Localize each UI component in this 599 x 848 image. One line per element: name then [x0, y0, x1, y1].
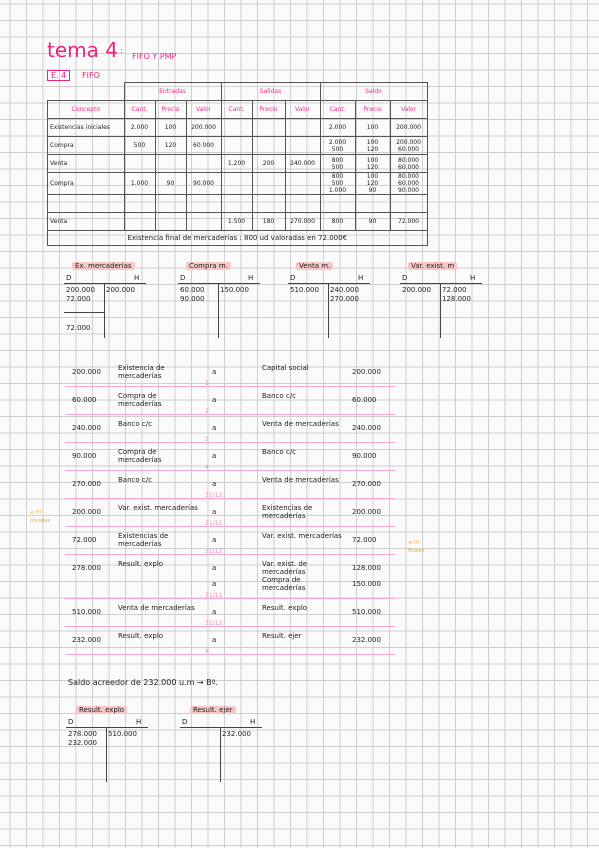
journal-debit-account: Var. exist. mercaderías — [118, 504, 198, 512]
col-header: Cant. — [124, 101, 155, 119]
t-account-d: D — [68, 718, 74, 726]
section-box: E. 4 — [47, 70, 70, 81]
table-cell: Venta — [48, 155, 125, 173]
t-account-title: Var. exist. m — [408, 262, 457, 270]
journal-debit-amount: 240.000 — [72, 424, 101, 432]
table-cell — [285, 173, 320, 195]
table-cell — [48, 195, 125, 213]
table-row — [48, 173, 428, 195]
t-debit-value: 90.000 — [180, 295, 205, 303]
table-cell: Compra — [48, 173, 125, 195]
table-cell: 90 — [355, 213, 390, 231]
journal-debit-account: Banco c/c — [118, 476, 152, 484]
journal-credit-account: Banco c/c — [262, 448, 296, 456]
t-debit-value: 60.000 — [180, 286, 205, 294]
col-header: Valor — [390, 101, 427, 119]
t-account-d: D — [182, 718, 188, 726]
table-cell: 180 — [252, 213, 285, 231]
t-account-title: Result. explo — [76, 706, 127, 714]
t-account-d: D — [180, 274, 186, 282]
group-header-salidas: Salidas — [221, 83, 320, 101]
table-row — [48, 195, 428, 213]
table-cell: 60.000 — [186, 137, 221, 155]
t-total: 72.000 — [66, 324, 91, 332]
journal-separator: 31/12 — [205, 520, 223, 527]
journal-credit-account: Venta de mercaderías — [262, 420, 339, 428]
t-account-title: Venta m. — [296, 262, 333, 270]
journal-debit-account: Venta de mercaderías — [118, 604, 195, 612]
table-cell: 80.000 60.000 90.000 — [390, 173, 427, 195]
iniciales-note: iniciales — [30, 518, 51, 524]
table-cell: 2.000 — [124, 119, 155, 137]
finales-note: finales — [408, 548, 425, 554]
t-credit-value: 72.000 — [442, 286, 467, 294]
table-cell — [252, 195, 285, 213]
journal-debit-account: Result. explo — [118, 560, 164, 568]
table-cell — [252, 119, 285, 137]
table-cell — [155, 195, 186, 213]
journal-credit-account: Venta de mercaderías — [262, 476, 339, 484]
table-cell: 80.000 60.000 — [390, 155, 427, 173]
journal-credit-amount: 150.000 — [352, 580, 381, 588]
t-account-d: D — [66, 274, 72, 282]
journal-a: a — [212, 536, 217, 544]
table-cell: 120 — [155, 137, 186, 155]
table-cell: Compra — [48, 137, 125, 155]
journal-separator: 31/12 — [205, 548, 223, 555]
journal-credit-amount: 200.000 — [352, 508, 381, 516]
journal-debit-account: Compra de mercaderías — [118, 392, 162, 408]
journal-separator: 31/12 — [205, 620, 223, 627]
journal-credit-amount: 60.000 — [352, 396, 377, 404]
table-cell — [221, 137, 252, 155]
group-header-saldo: Saldo — [320, 83, 427, 101]
table-cell: 2.000 — [320, 119, 355, 137]
table-cell — [124, 195, 155, 213]
page-subtitle: FIFO Y PMP — [132, 52, 177, 61]
t-debit-value: 278.000 — [68, 730, 97, 738]
journal-credit-amount: 128.000 — [352, 564, 381, 572]
t-credit-value: 270.000 — [330, 295, 359, 303]
journal-credit-account: Banco c/c — [262, 392, 296, 400]
table-cell — [186, 195, 221, 213]
journal-a: a — [212, 508, 217, 516]
t-debit-value: 72.000 — [66, 295, 91, 303]
journal-a: a — [212, 396, 217, 404]
saldo-note: Saldo acreedor de 232.000 u.m → Bº. — [68, 678, 218, 687]
journal-debit-amount: 510.000 — [72, 608, 101, 616]
t-account-h: H — [134, 274, 140, 282]
group-header-entradas: Entradas — [124, 83, 221, 101]
t-credit-value: 128.000 — [442, 295, 471, 303]
table-cell — [285, 137, 320, 155]
table-cell: 2.000 500 — [320, 137, 355, 155]
table-cell — [186, 155, 221, 173]
journal-a: a — [212, 480, 217, 488]
journal-separator: 4 — [205, 464, 209, 471]
journal-debit-amount: 90.000 — [72, 452, 97, 460]
table-cell: Venta — [48, 213, 125, 231]
t-credit-value: 200.000 — [106, 286, 135, 294]
journal-separator: X — [205, 648, 210, 655]
journal-debit-amount: 200.000 — [72, 508, 101, 516]
finales-arrow-icon: ⇛ !!! — [408, 540, 420, 546]
journal-debit-amount: 72.000 — [72, 536, 97, 544]
table-cell — [252, 173, 285, 195]
t-debit-value: 232.000 — [68, 739, 97, 747]
table-cell — [390, 195, 427, 213]
journal-debit-amount: 232.000 — [72, 636, 101, 644]
table-cell — [221, 173, 252, 195]
table-cell: 200 — [252, 155, 285, 173]
t-account-h: H — [136, 718, 142, 726]
t-account-h: H — [470, 274, 476, 282]
table-cell — [221, 195, 252, 213]
t-account-d: D — [290, 274, 296, 282]
table-cell — [285, 119, 320, 137]
journal-a: a — [212, 452, 217, 460]
table-cell — [186, 213, 221, 231]
journal-debit-account: Result. explo — [118, 632, 164, 640]
col-header: Cant. — [221, 101, 252, 119]
table-cell: 500 — [124, 137, 155, 155]
journal-debit-amount: 200.000 — [72, 368, 101, 376]
table-cell — [285, 195, 320, 213]
journal-separator: 3 — [205, 436, 209, 443]
journal-separator: 31/12 — [205, 592, 223, 599]
t-account-title: Result. ejer — [190, 706, 236, 714]
journal-a: a — [212, 636, 217, 644]
journal-credit-amount: 240.000 — [352, 424, 381, 432]
t-account-d: D — [402, 274, 408, 282]
journal-separator: 31/12 — [205, 492, 223, 499]
journal-a: a — [212, 424, 217, 432]
journal-debit-amount: 60.000 — [72, 396, 97, 404]
fifo-table — [47, 82, 428, 246]
table-cell — [355, 195, 390, 213]
journal-credit-account: Var. exist. mercaderías — [262, 532, 342, 540]
table-cell: 100 120 — [355, 137, 390, 155]
t-account-h: H — [358, 274, 364, 282]
section-label: FIFO — [82, 71, 100, 80]
journal-credit-account: Var. exist. de mercaderías — [262, 560, 308, 576]
journal-a: a — [212, 608, 217, 616]
table-cell: 100 120 90 — [355, 173, 390, 195]
table-cell: 1.200 — [221, 155, 252, 173]
journal-separator: 2 — [205, 408, 209, 415]
table-cell — [252, 137, 285, 155]
journal-credit-account: Compra de mercaderías — [262, 576, 306, 592]
table-cell: 240.000 — [285, 155, 320, 173]
col-header: Precio — [252, 101, 285, 119]
table-cell: 200.000 — [390, 119, 427, 137]
table-cell: 72.000 — [390, 213, 427, 231]
table-cell: 90 — [155, 173, 186, 195]
table-cell: 200.000 60.000 — [390, 137, 427, 155]
journal-credit-amount: 200.000 — [352, 368, 381, 376]
journal-credit-amount: 510.000 — [352, 608, 381, 616]
table-cell: 100 — [355, 119, 390, 137]
table-cell: 200.000 — [186, 119, 221, 137]
journal-credit-amount: 72.000 — [352, 536, 377, 544]
journal-a: a — [212, 564, 217, 572]
col-header: Precio — [155, 101, 186, 119]
table-cell: 800 — [320, 213, 355, 231]
journal-credit-account: Capital social — [262, 364, 309, 372]
table-cell: 90.000 — [186, 173, 221, 195]
t-account-title: Compra m. — [186, 262, 231, 270]
iniciales-arrow-icon: ⇚ !!! — [30, 510, 42, 516]
table-cell: 1.000 — [124, 173, 155, 195]
table-row — [48, 155, 428, 173]
journal-debit-account: Compra de mercaderías — [118, 448, 162, 464]
journal-credit-account: Existencias de mercaderías — [262, 504, 313, 520]
journal-credit-amount: 270.000 — [352, 480, 381, 488]
t-credit-value: 150.000 — [220, 286, 249, 294]
t-debit-value: 510.000 — [290, 286, 319, 294]
table-cell — [221, 119, 252, 137]
col-header: Concepto — [48, 101, 125, 119]
table-footer: Existencia final de mercaderías : 800 ud valoradas en 72.000€ — [48, 231, 428, 246]
table-cell: 100 120 — [355, 155, 390, 173]
table-cell — [155, 213, 186, 231]
t-credit-value: 510.000 — [108, 730, 137, 738]
table-cell — [124, 213, 155, 231]
col-header: Valor — [285, 101, 320, 119]
table-cell: 800 500 1.000 — [320, 173, 355, 195]
t-credit-value: 232.000 — [222, 730, 251, 738]
t-account-h: H — [250, 718, 256, 726]
journal-credit-account: Result. ejer — [262, 632, 302, 640]
col-header: Valor — [186, 101, 221, 119]
table-cell: Existencias iniciales — [48, 119, 125, 137]
t-debit-value: 200.000 — [402, 286, 431, 294]
journal-debit-account: Existencias de mercaderías — [118, 532, 169, 548]
table-row — [48, 137, 428, 155]
table-row — [48, 119, 428, 137]
journal-debit-account: Banco c/c — [118, 420, 152, 428]
journal-separator: 1 — [205, 380, 209, 387]
t-credit-value: 240.000 — [330, 286, 359, 294]
t-debit-value: 200.000 — [66, 286, 95, 294]
t-account-title: Ex. mercaderías — [72, 262, 135, 270]
journal-credit-amount: 90.000 — [352, 452, 377, 460]
journal-debit-account: Existencia de mercaderías — [118, 364, 165, 380]
journal-credit-account: Result. explo — [262, 604, 308, 612]
table-row — [48, 213, 428, 231]
table-cell — [124, 155, 155, 173]
col-header: Precio — [355, 101, 390, 119]
page-title: tema 4 — [47, 38, 118, 62]
table-cell: 270.000 — [285, 213, 320, 231]
table-cell — [320, 195, 355, 213]
journal-a: a — [212, 580, 217, 588]
table-cell: 800 500 — [320, 155, 355, 173]
journal-credit-amount: 232.000 — [352, 636, 381, 644]
journal-a: a — [212, 368, 217, 376]
col-header: Cant. — [320, 101, 355, 119]
title-colon: : — [120, 46, 123, 55]
t-account-h: H — [248, 274, 254, 282]
table-cell — [155, 155, 186, 173]
table-cell: 1.500 — [221, 213, 252, 231]
journal-debit-amount: 270.000 — [72, 480, 101, 488]
table-cell: 100 — [155, 119, 186, 137]
journal-debit-amount: 278.000 — [72, 564, 101, 572]
